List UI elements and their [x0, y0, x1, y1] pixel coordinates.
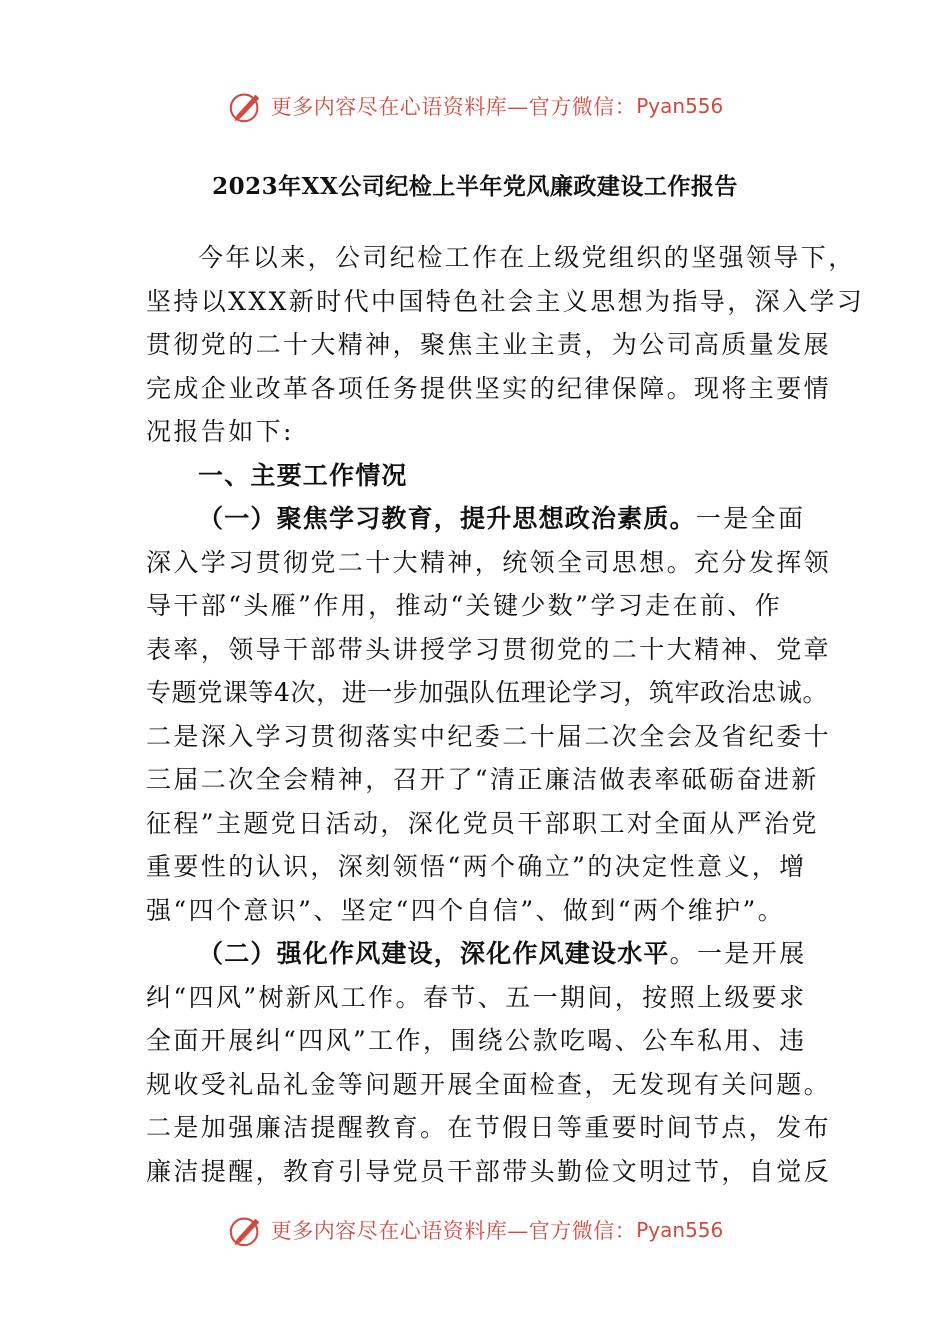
sub2-first-line [146, 932, 806, 976]
sub1-line: 重要性的认识，深刻领悟“两个确立”的决定性意义，增 [146, 852, 807, 881]
pen-logo-icon [227, 87, 265, 125]
header-banner-id: Pyan556 [636, 94, 724, 118]
sub1-line: 三届二次全会精神，召开了“清正廉洁做表率砥砺奋进新 [146, 765, 819, 794]
document-body [146, 236, 865, 1193]
sub2-line: 廉洁提醒，教育引导党员干部带头勤俭文明过节，自觉反 [146, 1156, 832, 1186]
footer-banner-id: Pyan556 [636, 1218, 724, 1242]
sub1-first-line [146, 497, 806, 541]
sub2-first-line-rest: 。一是开展 [669, 939, 807, 968]
sub2-line: 全面开展纠“四风”工作，围绕公款吃喝、公车私用、违 [146, 1026, 807, 1055]
sub1-line: 强“四个意识”、坚定“四个自信”、做到“两个维护”。 [146, 895, 786, 925]
intro-line-1: 今年以来，公司纪检工作在上级党组织的坚强领导下， [198, 243, 856, 272]
sub2-line: 规收受礼品礼金等问题开展全面检查，无发现有关问题。 [146, 1069, 832, 1099]
intro-line-5: 况报告如下: [146, 417, 294, 446]
document-title: 2023年XX公司纪检上半年党风廉政建设工作报告 [212, 173, 738, 200]
footer-banner [0, 1210, 950, 1250]
sub2-heading: （二）强化作风建设，深化作风建设水平 [198, 939, 670, 968]
pen-logo-icon [227, 1211, 265, 1249]
sub1-line: 二是深入学习贯彻落实中纪委二十届二次全会及省纪委十 [146, 721, 832, 751]
sub1-line: 征程”主题党日活动，深化党员干部职工对全面从严治党 [146, 808, 819, 838]
intro-line-2: 坚持以XXX新时代中国特色社会主义思想为指导，深入学习 [146, 286, 865, 316]
sub1-line: 专题党课等4次，进一步加强队伍理论学习，筑牢政治忠诚。 [146, 678, 829, 707]
intro-line-4: 完成企业改革各项任务提供坚实的纪律保障。现将主要情 [146, 373, 832, 403]
section-heading: 一、主要工作情况 [198, 460, 408, 490]
sub1-line: 深入学习贯彻党二十大精神，统领全司思想。充分发挥领 [146, 547, 832, 577]
sub1-line: 表率，领导干部带头讲授学习贯彻党的二十大精神、党章 [146, 634, 832, 664]
sub2-line: 纠“四风”树新风工作。春节、五一期间，按照上级要求 [146, 982, 807, 1012]
intro-line-3: 贯彻党的二十大精神，聚焦主业主责，为公司高质量发展 [146, 330, 832, 359]
header-banner-text: 更多内容尽在心语资料库—官方微信： [270, 95, 637, 119]
sub1-first-line-rest: 一是全面 [695, 504, 806, 533]
header-banner [0, 86, 950, 126]
sub1-heading: （一）聚焦学习教育，提升思想政治素质。 [198, 504, 696, 533]
sub2-line: 二是加强廉洁提醒教育。在节假日等重要时间节点，发布 [146, 1113, 832, 1142]
footer-banner-text: 更多内容尽在心语资料库—官方微信： [270, 1219, 637, 1243]
sub1-line: 导干部“头雁”作用，推动“关键少数”学习走在前、作 [146, 591, 783, 620]
